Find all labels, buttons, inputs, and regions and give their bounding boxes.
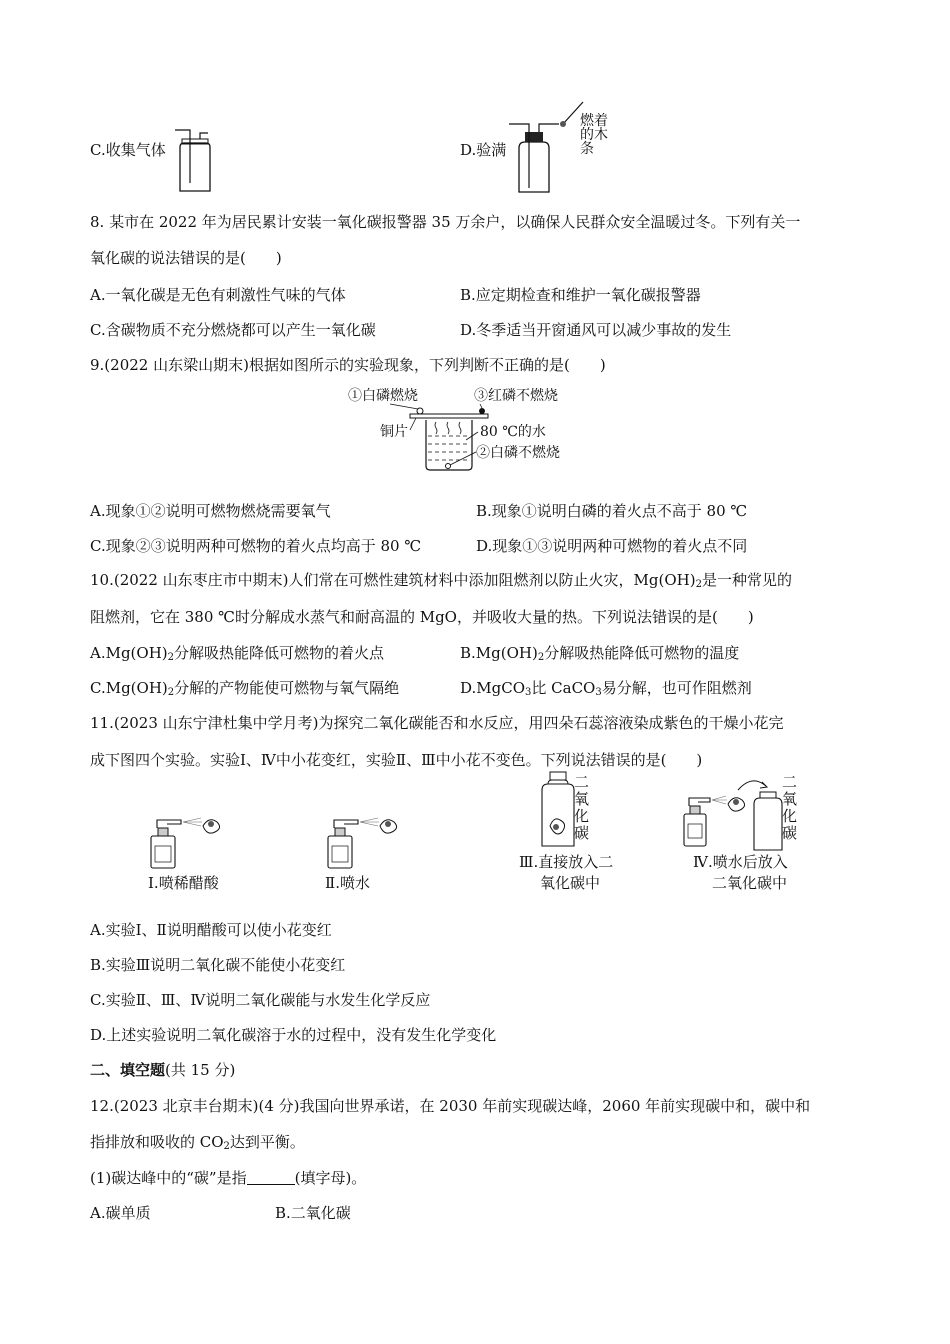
q11-option-a: A.实验Ⅰ、Ⅱ说明醋酸可以使小花变红	[90, 921, 332, 939]
section-score: (共 15 分)	[165, 1061, 236, 1079]
fig-label-copper: 铜片	[380, 424, 408, 440]
q8-option-d: D.冬季适当开窗通风可以减少事故的发生	[460, 321, 732, 339]
check-full-bottle-figure	[505, 100, 585, 194]
fig-label-white-p-not-burning: ②白磷不燃烧	[476, 445, 560, 461]
label-char: 氧	[574, 790, 590, 808]
fig-label-white-p-burning: ①白磷燃烧	[348, 388, 418, 404]
label-char: 燃	[580, 113, 594, 129]
spray-then-co2-figure-4	[678, 768, 788, 852]
subscript: 2	[223, 1141, 230, 1152]
phosphorus-combustion-figure	[340, 384, 600, 476]
q12-stem-line1: 12.(2023 北京丰台期末)(4 分)我国向世界承诺，在 2030 年前实现碳达峰，2060 年前实现碳中和，碳中和	[90, 1097, 811, 1115]
co2-label-3	[574, 774, 592, 842]
label-char: 碳	[574, 824, 590, 842]
q8-option-c: C.含碳物质不充分燃烧都可以产生一氧化碳	[90, 321, 376, 339]
exp4-label-line2: 二氧化碳中	[712, 874, 788, 892]
subscript: 3	[595, 687, 602, 698]
q7-option-c: C.收集气体	[90, 141, 166, 159]
q11-option-b: B.实验Ⅲ说明二氧化碳不能使小花变红	[90, 956, 346, 974]
co2-bottle-figure-3	[538, 770, 578, 850]
fig-label-red-p: ③红磷不燃烧	[474, 388, 558, 404]
q8-option-b: B.应定期检查和维护一氧化碳报警器	[460, 286, 701, 304]
label-char: 条	[580, 141, 594, 157]
exp3-label-line2: 氧化碳中	[540, 874, 601, 892]
label-char: 二	[574, 773, 590, 791]
label-char: 氧	[782, 790, 798, 808]
q10-option-b	[460, 643, 739, 663]
label-char: 木	[594, 127, 608, 143]
text-run: 达到平衡。	[229, 1133, 305, 1151]
text-run: 比 CaCO	[531, 679, 596, 697]
q8-stem-line2: 氧化碳的说法错误的是( )	[90, 249, 282, 267]
q10-stem-line2: 阻燃剂，它在 380 ℃时分解成水蒸气和耐高温的 MgO，并吸收大量的热。下列说法错误的是( )	[90, 608, 754, 626]
q7-option-d: D.验满	[460, 141, 507, 159]
text-run: D.MgCO	[460, 679, 525, 697]
text-run: (填字母)。	[294, 1169, 367, 1187]
q12-option-b: B.二氧化碳	[275, 1204, 351, 1222]
q9-option-b: B.现象①说明白磷的着火点不高于 80 ℃	[476, 502, 748, 520]
text-run: B.Mg(OH)	[460, 644, 538, 662]
fig-label-water: 80 ℃的水	[480, 424, 546, 440]
q12-stem-line2	[90, 1132, 305, 1152]
text-run: 指排放和吸收的 CO	[90, 1133, 224, 1151]
q9-option-d: D.现象①③说明两种可燃物的着火点不同	[476, 537, 748, 555]
text-run: 易分解，也可作阻燃剂	[601, 679, 752, 697]
text-run: 是一种常见的	[701, 571, 792, 589]
text-run: C.Mg(OH)	[90, 679, 168, 697]
label-char: 二	[782, 773, 798, 791]
q10-option-c	[90, 678, 399, 698]
text-run: (1)碳达峰中的“碳”是指	[90, 1169, 247, 1187]
label-char: 的	[580, 127, 594, 143]
spray-bottle-figure-1	[145, 812, 225, 870]
subscript: 2	[167, 652, 175, 663]
answer-blank[interactable]	[247, 1170, 295, 1185]
section-heading	[90, 1060, 235, 1080]
section-title: 二、填空题	[90, 1061, 166, 1079]
q11-stem-line2: 成下图四个实验。实验Ⅰ、Ⅳ中小花变红，实验Ⅱ、Ⅲ中小花不变色。下列说法错误的是( )	[90, 751, 703, 769]
q12-sub1	[90, 1168, 366, 1188]
q12-option-a: A.碳单质	[90, 1204, 151, 1222]
label-char: 化	[782, 807, 798, 825]
subscript: 2	[695, 579, 702, 590]
q9-option-a: A.现象①②说明可燃物燃烧需要氧气	[90, 502, 331, 520]
label-char: 化	[574, 807, 590, 825]
text-run: A.Mg(OH)	[90, 644, 168, 662]
label-char: 碳	[782, 824, 798, 842]
subscript: 2	[537, 652, 545, 663]
burning-stick-label	[580, 114, 612, 156]
q11-stem-line1: 11.(2023 山东宁津杜集中学月考)为探究二氧化碳能否和水反应，用四朵石蕊溶液染成紫色的干燥小花完	[90, 714, 784, 732]
spray-bottle-figure-2	[322, 812, 402, 870]
text-run: 分解吸热能降低可燃物的温度	[544, 644, 740, 662]
q10-option-d	[460, 678, 752, 698]
q10-stem-line1	[90, 570, 792, 590]
exp3-label-line1: Ⅲ.直接放入二	[519, 853, 614, 871]
subscript: 3	[525, 687, 532, 698]
subscript: 2	[167, 687, 175, 698]
q9-option-c: C.现象②③说明两种可燃物的着火点均高于 80 ℃	[90, 537, 422, 555]
text-run: 10.(2022 山东枣庄市中期末)人们常在可燃性建筑材料中添加阻燃剂以防止火灾，Mg(OH)	[90, 571, 696, 589]
q10-option-a	[90, 643, 384, 663]
q11-option-d: D.上述实验说明二氧化碳溶于水的过程中，没有发生化学变化	[90, 1026, 497, 1044]
exp2-label: Ⅱ.喷水	[325, 874, 370, 892]
gas-collection-bottle-figure	[170, 125, 215, 193]
co2-label-4	[782, 774, 800, 842]
exp1-label: Ⅰ.喷稀醋酸	[148, 874, 219, 892]
text-run: 分解吸热能降低可燃物的着火点	[174, 644, 385, 662]
text-run: 分解的产物能使可燃物与氧气隔绝	[174, 679, 400, 697]
q8-option-a: A.一氧化碳是无色有刺激性气味的气体	[90, 286, 346, 304]
label-char: 着	[594, 113, 608, 129]
q11-option-c: C.实验Ⅱ、Ⅲ、Ⅳ说明二氧化碳能与水发生化学反应	[90, 991, 431, 1009]
q8-stem-line1: 8. 某市在 2022 年为居民累计安装一氧化碳报警器 35 万余户，以确保人民群众安全温暖过冬。下列有关一	[90, 213, 801, 231]
exp4-label-line1: Ⅳ.喷水后放入	[693, 853, 788, 871]
q9-stem: 9.(2022 山东梁山期末)根据如图所示的实验现象，下列判断不正确的是( )	[90, 356, 606, 374]
